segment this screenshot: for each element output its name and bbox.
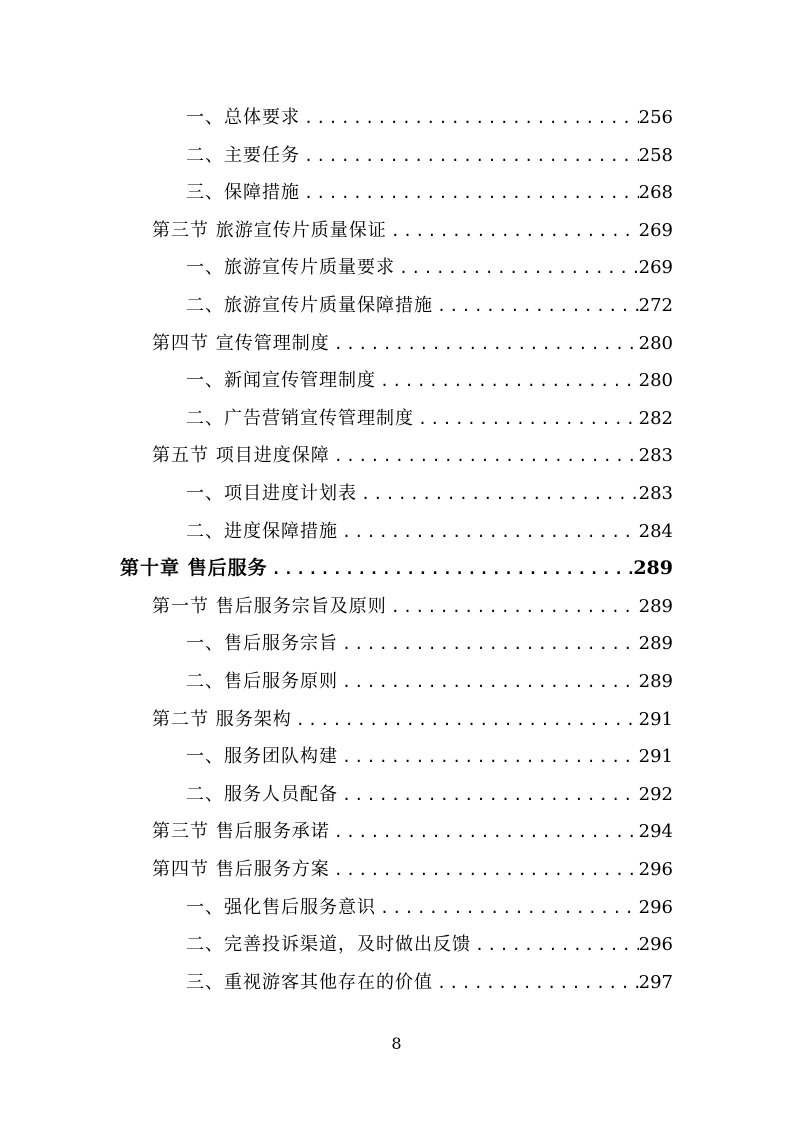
toc-entry-page: 289 xyxy=(638,633,673,655)
toc-section-entry[interactable] xyxy=(152,325,673,363)
toc-chapter-entry[interactable] xyxy=(120,550,673,588)
toc-dot-leader xyxy=(330,438,639,476)
toc-dot-leader xyxy=(338,626,639,664)
toc-entry-title: 一、项目进度计划表 xyxy=(186,483,357,504)
toc-subsection-entry[interactable] xyxy=(186,400,673,438)
toc-entry-title: 二、旅游宣传片质量保障措施 xyxy=(186,295,433,316)
toc-entry-title: 一、服务团队构建 xyxy=(186,746,338,768)
toc-entry-page: 268 xyxy=(638,182,673,204)
toc-dot-leader xyxy=(357,476,639,514)
toc-entry-title: 第四节 宣传管理制度 xyxy=(152,332,330,354)
toc-entry-page: 258 xyxy=(638,144,673,166)
toc-section-entry[interactable] xyxy=(152,588,673,626)
toc-entry-page: 291 xyxy=(638,746,673,768)
toc-subsection-entry[interactable] xyxy=(186,99,673,137)
toc-dot-leader xyxy=(330,326,639,364)
toc-entry-title: 一、新闻宣传管理制度 xyxy=(186,370,376,392)
toc-dot-leader xyxy=(414,401,639,439)
toc-entry-page: 280 xyxy=(638,370,673,392)
toc-entry-page: 296 xyxy=(638,934,673,956)
toc-entry-page: 269 xyxy=(638,257,673,279)
toc-entry-title: 第五节 项目进度保障 xyxy=(152,445,330,467)
toc-entry-page: 284 xyxy=(638,520,673,542)
toc-subsection-entry[interactable] xyxy=(186,287,673,325)
toc-entry-title: 一、旅游宣传片质量要求 xyxy=(186,257,395,279)
toc-entry-page: 269 xyxy=(638,219,673,241)
toc-subsection-entry[interactable] xyxy=(186,362,673,400)
toc-entry-page: 296 xyxy=(638,859,673,880)
toc-entry-title: 一、强化售后服务意识 xyxy=(186,896,376,918)
toc-dot-leader xyxy=(395,250,639,288)
toc-entry-title: 二、完善投诉渠道，及时做出反馈 xyxy=(186,934,471,956)
toc-entry-page: 272 xyxy=(638,295,673,316)
toc-dot-leader xyxy=(387,213,639,251)
toc-dot-leader xyxy=(338,664,639,702)
toc-entry-title: 第四节 售后服务方案 xyxy=(152,859,330,880)
toc-entry-title: 二、进度保障措施 xyxy=(186,520,338,542)
toc-dot-leader xyxy=(330,814,639,852)
toc-dot-leader xyxy=(338,514,639,552)
toc-subsection-entry[interactable] xyxy=(186,926,673,964)
toc-dot-leader xyxy=(292,702,639,740)
toc-subsection-entry[interactable] xyxy=(186,475,673,513)
toc-entry-page: 283 xyxy=(638,445,673,467)
toc-dot-leader xyxy=(300,175,639,213)
toc-dot-leader xyxy=(300,100,639,138)
toc-dot-leader xyxy=(300,138,639,176)
toc-subsection-entry[interactable] xyxy=(186,625,673,663)
toc-entry-title: 二、广告营销宣传管理制度 xyxy=(186,407,414,429)
toc-entry-title: 一、总体要求 xyxy=(186,107,300,128)
toc-dot-leader xyxy=(387,589,639,627)
toc-dot-leader xyxy=(376,890,639,928)
toc-section-entry[interactable] xyxy=(152,437,673,475)
toc-entry-title: 第三节 售后服务承诺 xyxy=(152,821,330,843)
toc-section-entry[interactable] xyxy=(152,701,673,739)
toc-subsection-entry[interactable] xyxy=(186,174,673,212)
toc-dot-leader xyxy=(433,288,639,326)
toc-entry-title: 第十章 售后服务 xyxy=(120,557,268,580)
toc-entry-page: 291 xyxy=(638,708,673,730)
toc-dot-leader xyxy=(338,777,639,815)
toc-subsection-entry[interactable] xyxy=(186,513,673,551)
toc-entry-page: 294 xyxy=(638,821,673,843)
toc-dot-leader xyxy=(433,965,639,1003)
toc-entry-page: 289 xyxy=(633,557,673,580)
toc-dot-leader xyxy=(330,852,639,890)
toc-entry-page: 289 xyxy=(638,671,673,692)
toc-subsection-entry[interactable] xyxy=(186,964,673,1002)
toc-section-entry[interactable] xyxy=(152,851,673,889)
toc-dot-leader xyxy=(471,927,639,965)
toc-subsection-entry[interactable] xyxy=(186,738,673,776)
toc-entry-page: 283 xyxy=(638,483,673,504)
toc-entry-title: 第二节 服务架构 xyxy=(152,708,292,730)
toc-entry-page: 296 xyxy=(638,896,673,918)
toc-subsection-entry[interactable] xyxy=(186,249,673,287)
toc-entry-title: 第三节 旅游宣传片质量保证 xyxy=(152,219,387,241)
toc-subsection-entry[interactable] xyxy=(186,776,673,814)
toc-entry-title: 二、服务人员配备 xyxy=(186,783,338,805)
toc-entry-page: 297 xyxy=(638,971,673,993)
toc-entry-title: 三、保障措施 xyxy=(186,182,300,204)
toc-entry-page: 289 xyxy=(638,595,673,617)
toc-entry-title: 一、售后服务宗旨 xyxy=(186,633,338,655)
toc-dot-leader xyxy=(268,551,634,589)
toc-dot-leader xyxy=(338,739,639,777)
toc-section-entry[interactable] xyxy=(152,813,673,851)
page-number: 8 xyxy=(391,1034,402,1053)
toc-entry-title: 第一节 售后服务宗旨及原则 xyxy=(152,595,387,617)
toc-entry-page: 280 xyxy=(638,332,673,354)
toc-subsection-entry[interactable] xyxy=(186,663,673,701)
toc-entry-title: 二、主要任务 xyxy=(186,144,300,166)
toc-entry-page: 256 xyxy=(638,107,673,128)
toc-entry-page: 282 xyxy=(638,407,673,429)
toc-section-entry[interactable] xyxy=(152,212,673,250)
toc-subsection-entry[interactable] xyxy=(186,889,673,927)
toc-entry-page: 292 xyxy=(638,783,673,805)
toc-entry-title: 三、重视游客其他存在的价值 xyxy=(186,971,433,993)
toc-subsection-entry[interactable] xyxy=(186,137,673,175)
toc-dot-leader xyxy=(376,363,639,401)
toc-entry-title: 二、售后服务原则 xyxy=(186,671,338,692)
